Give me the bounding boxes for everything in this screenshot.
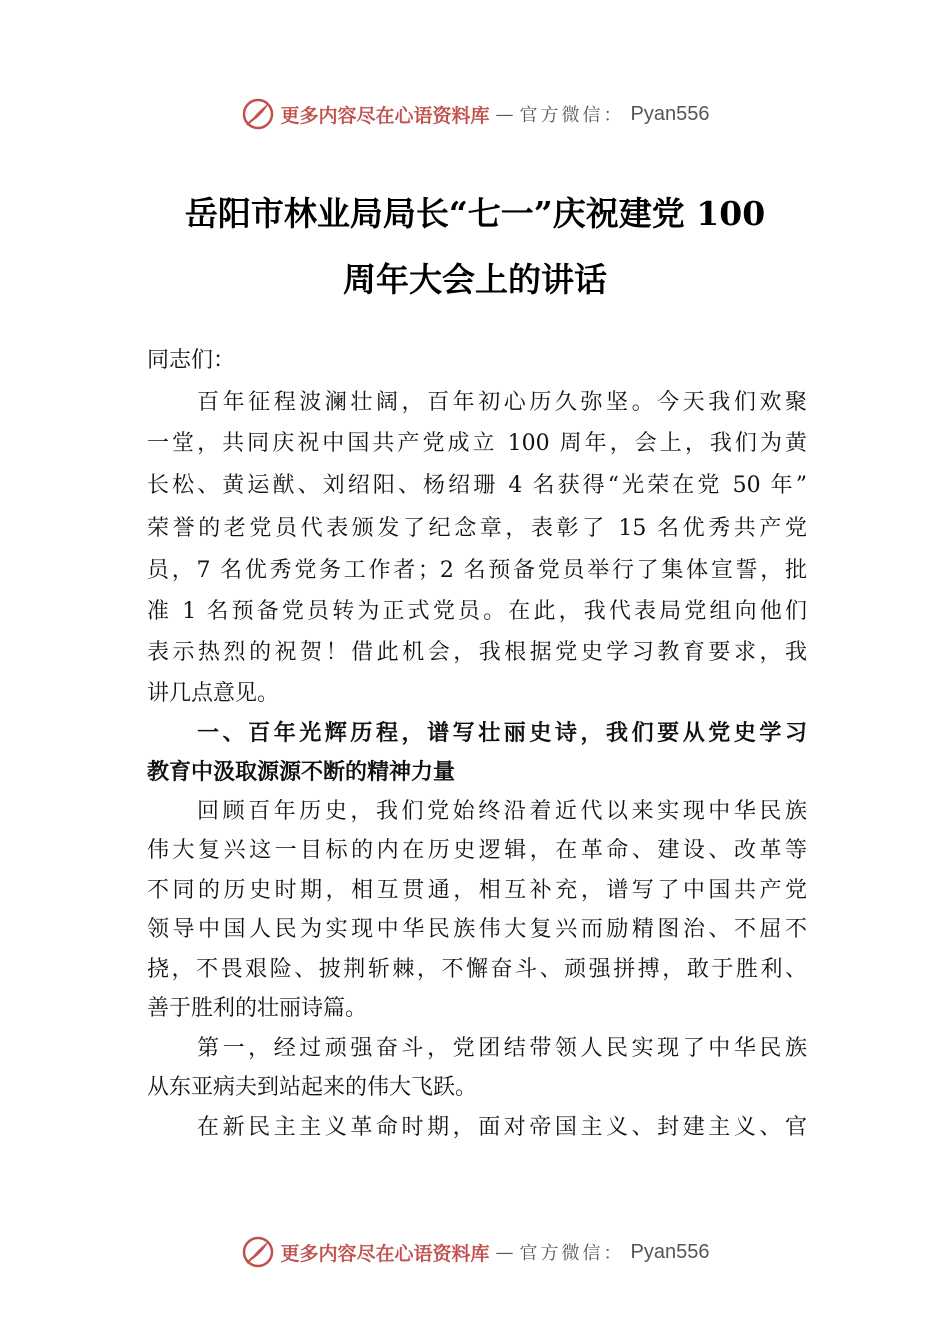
paragraph-1-line: 长松、黄运猷、刘绍阳、杨绍珊 4 名获得“光荣在党 50 年” [147,473,807,498]
paragraph-1-line: 百年征程波澜壮阔，百年初心历久弥坚。今天我们欢聚 [197,390,807,415]
paragraph-1-line: 一堂，共同庆祝中国共产党成立 100 周年，会上，我们为黄 [147,431,807,456]
document-title-line-1: 岳阳市林业局局长“七一”庆祝建党 100 [184,194,766,233]
paragraph-1-line: 准 1 名预备党员转为正式党员。在此，我代表局党组向他们 [147,599,807,624]
paragraph-1-line: 表示热烈的祝贺！借此机会，我根据党史学习教育要求，我 [147,640,807,665]
document-title-line-2: 周年大会上的讲话 [343,260,607,299]
section-heading-line: 一、百年光辉历程，谱写壮丽史诗，我们要从党史学习 [197,721,807,746]
paragraph-1-line: 讲几点意见。 [147,681,280,706]
watermark-separator: — [495,103,514,125]
watermark-wechat-id: Pyan556 [630,102,710,125]
paragraph-4-line: 在新民主主义革命时期，面对帝国主义、封建主义、官 [197,1115,807,1140]
paragraph-1-line: 荣誉的老党员代表颁发了纪念章，表彰了 15 名优秀共产党 [147,516,807,541]
paragraph-2-line: 伟大复兴这一目标的内在历史逻辑，在革命、建设、改革等 [147,838,807,863]
quill-logo-icon [241,97,275,131]
watermark-text: 更多内容尽在心语资料库 [280,104,490,127]
paragraph-2-line: 挠，不畏艰险、披荆斩棘，不懈奋斗、顽强拼搏，敢于胜利、 [147,957,807,982]
paragraph-2-line: 善于胜利的壮丽诗篇。 [147,996,368,1021]
watermark-text: 更多内容尽在心语资料库 [280,1242,490,1265]
watermark-header [0,94,950,134]
watermark-wechat-label: 官方微信： [519,105,625,126]
section-heading-line: 教育中汲取源源不断的精神力量 [147,760,456,785]
greeting: 同志们： [147,348,236,373]
paragraph-2-line: 领导中国人民为实现中华民族伟大复兴而励精图治、不屈不 [147,917,807,942]
paragraph-3-line: 从东亚病夫到站起来的伟大飞跃。 [147,1075,478,1100]
watermark-wechat-label: 官方微信： [519,1243,625,1264]
paragraph-1-line: 员，7 名优秀党务工作者；2 名预备党员举行了集体宣誓，批 [147,558,807,583]
paragraph-3-line: 第一，经过顽强奋斗，党团结带领人民实现了中华民族 [197,1036,807,1061]
paragraph-2-line: 不同的历史时期，相互贯通，相互补充，谱写了中国共产党 [147,878,807,903]
watermark-wechat-id: Pyan556 [630,1240,710,1263]
quill-logo-icon [241,1235,275,1269]
watermark-separator: — [495,1241,514,1263]
watermark-footer [0,1232,950,1272]
paragraph-2-line: 回顾百年历史，我们党始终沿着近代以来实现中华民族 [197,799,807,824]
